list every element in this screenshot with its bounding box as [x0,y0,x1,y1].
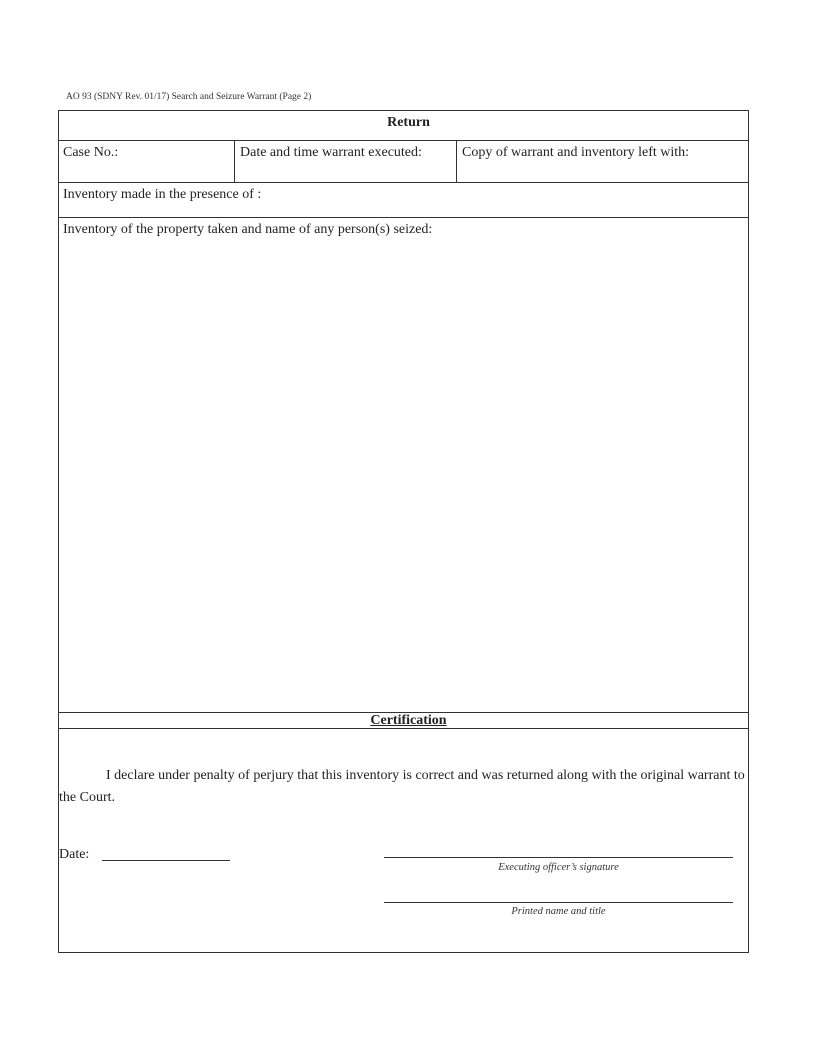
certification-title: Certification [370,713,447,728]
divider [58,140,749,141]
divider [58,182,749,183]
return-title: Return [387,115,430,130]
form-identifier: AO 93 (SDNY Rev. 01/17) Search and Seizure Warrant (Page 2) [66,92,312,102]
date-time-executed-field[interactable] [240,164,452,180]
divider [234,140,235,182]
divider [58,728,749,729]
certification-declaration: I declare under penalty of perjury that this inventory is correct and was returned along with the original warrant to the Court. [59,768,745,805]
printed-name-title-caption: Printed name and title [511,906,606,917]
inventory-presence-field[interactable] [63,203,743,215]
signature-line[interactable] [384,857,733,858]
executing-officer-signature-caption: Executing officer’s signature [498,862,619,873]
divider [456,140,457,182]
date-time-executed-label: Date and time warrant executed: [240,145,422,160]
inventory-property-area[interactable] [63,242,743,707]
date-label: Date: [59,847,90,862]
divider [58,217,749,218]
case-number-field[interactable] [63,164,230,180]
copy-left-with-label: Copy of warrant and inventory left with: [462,145,690,160]
case-number-label: Case No.: [63,145,119,160]
inventory-presence-label: Inventory made in the presence of : [63,187,262,202]
inventory-property-label: Inventory of the property taken and name of any person(s) seized: [63,222,433,237]
date-signature-line[interactable] [102,860,230,861]
copy-left-with-field[interactable] [462,164,744,180]
printed-name-line[interactable] [384,902,733,903]
